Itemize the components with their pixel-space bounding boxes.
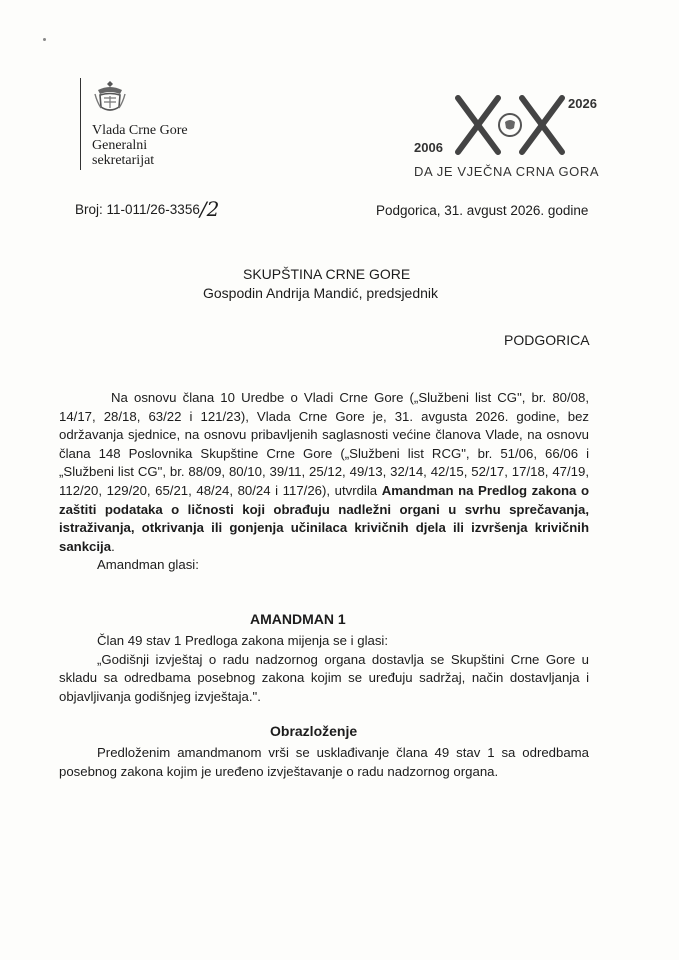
intro-end: . (111, 538, 115, 554)
document-number-handwritten: /2 (199, 197, 220, 221)
rationale-text: Predloženim amandmanom vrši se usklađivanje člana 49 stav 1 sa odredbama posebnog zakona kojim je uređeno izvještavanje o radu nadzornog organa. (59, 745, 589, 779)
amendment-quote: „Godišnji izvještaj o radu nadzornog organa dostavlja se Skupštini Crne Gore u skladu sa odredbama posebnog zakona kojim se uređuju sadržaj, način dostavljanja i objavljivanja godišnjeg izvještaja.". (59, 651, 589, 704)
logo-motto: DA JE VJEČNA CRNA GORA (414, 164, 600, 179)
rationale-section (59, 744, 589, 781)
org-line-1: Vlada Crne Gore (92, 123, 188, 138)
anniversary-logo (412, 92, 612, 188)
org-line-2: Generalni (92, 138, 148, 153)
document-number (75, 195, 219, 219)
amendment-heading: AMANDMAN 1 (250, 611, 346, 627)
amendment-intro: Amandman glasi: (97, 557, 199, 573)
issuing-organization (92, 123, 188, 168)
amendment-title: Amandman na Predlog zakona o zaštiti podataka o ličnosti koji obrađuju nadležni organi u svrhu sprečavanja, istraživanja, otkrivanja ili gonjenja učinilaca krivičnih djela ili izvršenja krivičnih sankcija (59, 482, 590, 554)
org-line-3: sekretarijat (92, 153, 155, 168)
amendment-section (59, 632, 589, 706)
intro-text: Na osnovu člana 10 Uredbe o Vladi Crne Gore („Službeni list CG", br. 80/08, 14/17, 28/18, 63/22 i 121/23), Vlada Crne Gore je, 31. avgusta 2026. godine, bez održavanja sjednice, na osnovu pribavljenih saglasnosti većine članova Vlade, na osnovu člana 148 Poslovnika Skupštine Crne Gore („Službeni list RCG", br. 51/06, 66/06 i „Službeni list CG", br. 88/09, 80/10, 39/11, 25/12, 49/13, 32/14, 42/15, 52/17, 17/18, 47/19, 112/20, 129/20, 65/21, 48/24, 80/24 i 117/26), utvrdila (59, 390, 589, 498)
header-divider (80, 78, 81, 170)
addressee-person: Gospodin Andrija Mandić, predsjednik (203, 285, 439, 301)
addressee-institution: SKUPŠTINA CRNE GORE (243, 266, 411, 282)
intro-paragraph (59, 389, 589, 556)
rationale-heading: Obrazloženje (270, 723, 358, 739)
amendment-line: Član 49 stav 1 Predloga zakona mijenja se i glasi: (97, 633, 389, 648)
montenegro-coat-of-arms-icon (92, 78, 128, 118)
logo-year-start: 2006 (414, 140, 443, 155)
scan-speck (43, 38, 46, 41)
document-number-text: Broj: 11-011/26-3356 (75, 202, 200, 217)
xx-anniversary-mark (412, 92, 612, 188)
place-and-date: Podgorica, 31. avgust 2026. godine (376, 203, 589, 218)
addressee-city: PODGORICA (504, 332, 590, 348)
logo-year-end: 2026 (568, 96, 597, 111)
letter-body (59, 389, 589, 575)
